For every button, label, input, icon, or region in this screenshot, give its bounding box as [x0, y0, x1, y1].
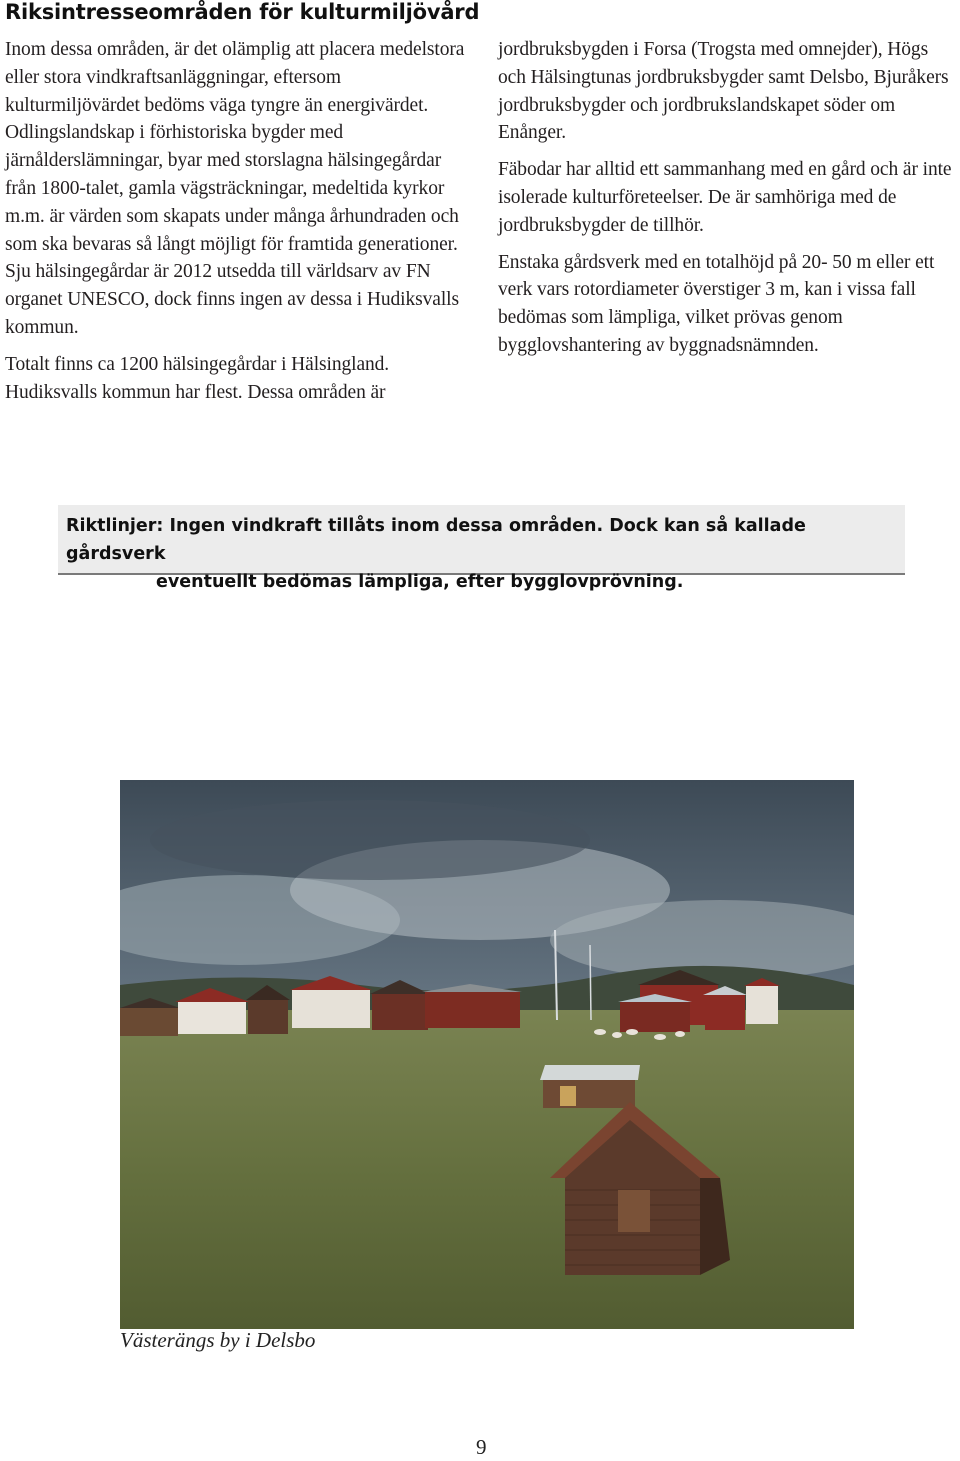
- barn-small: [543, 1080, 635, 1108]
- building: [178, 1002, 246, 1034]
- body-paragraph: Fäbodar har alltid ett sammanhang med en gård och är inte isolerade kulturföreteelser. De är samhöriga med de jordbruksbygder de tillhör.: [498, 159, 952, 236]
- guidelines-line-1: Riktlinjer: Ingen vindkraft tillåts inom dessa områden. Dock kan så kallade gårdsverk: [66, 516, 806, 564]
- body-paragraph: Enstaka gårdsverk med en totalhöjd på 20- 50 m eller ett verk vars rotordiameter överstiger 3 m, kan i vissa fall bedömas som lämpliga, vilket prövas genom bygglovshantering av byggnadsnämnden.: [498, 251, 935, 356]
- building: [425, 992, 520, 1028]
- guidelines-box: [58, 505, 905, 592]
- building: [120, 1008, 178, 1036]
- guidelines-line-2: eventuellt bedömas lämpliga, efter bygglovprövning.: [156, 572, 684, 592]
- body-paragraph: jordbruksbygden i Forsa (Trogsta med omnejder), Högs och Hälsingtunas jordbruksbygder samt Delsbo, Bjuråkers jordbruksbygder och jordbrukslandskapet söder om Enånger.: [498, 39, 949, 144]
- building: [248, 1000, 288, 1034]
- page-number: 9: [476, 1435, 487, 1459]
- cloud: [150, 800, 590, 880]
- body-paragraph: Inom dessa områden, är det olämplig att placera medelstora eller stora vindkraftsanläggningar, eftersom kulturmiljövärdet bedöms väga tyngre än energivärdet. Odlingslandskap i förhistoriska bygder med järnålderslämningar, byar med storslagna hälsingegårdar från 1800-talet, gamla vägsträckningar, medeltida kyrkor m.m. är värden som skapats under många århundraden och som ska bevaras så långt möjligt för framtida generationer. Sju hälsingegårdar är 2012 utsedda till världsarv av FN organet UNESCO, dock finns ingen av dessa i Hudiksvalls kommun.: [5, 39, 465, 338]
- page-heading: Riksintresseområden för kulturmiljövård: [5, 0, 480, 24]
- building: [746, 986, 778, 1024]
- building: [705, 995, 745, 1030]
- flagpole: [590, 945, 591, 1020]
- left-text-column: [5, 36, 475, 415]
- right-text-column: [498, 36, 958, 369]
- building: [292, 990, 370, 1028]
- building: [620, 1002, 690, 1032]
- meadow: [120, 1010, 854, 1329]
- photo-caption: Västerängs by i Delsbo: [120, 1328, 316, 1352]
- building: [372, 994, 428, 1030]
- barn-small-door: [560, 1086, 576, 1106]
- barn-door: [618, 1190, 650, 1232]
- barn-small-roof: [540, 1065, 640, 1080]
- village-photo: [120, 780, 854, 1329]
- body-paragraph: Totalt finns ca 1200 hälsingegårdar i Hälsingland. Hudiksvalls kommun har flest. Dessa områden är: [5, 353, 390, 403]
